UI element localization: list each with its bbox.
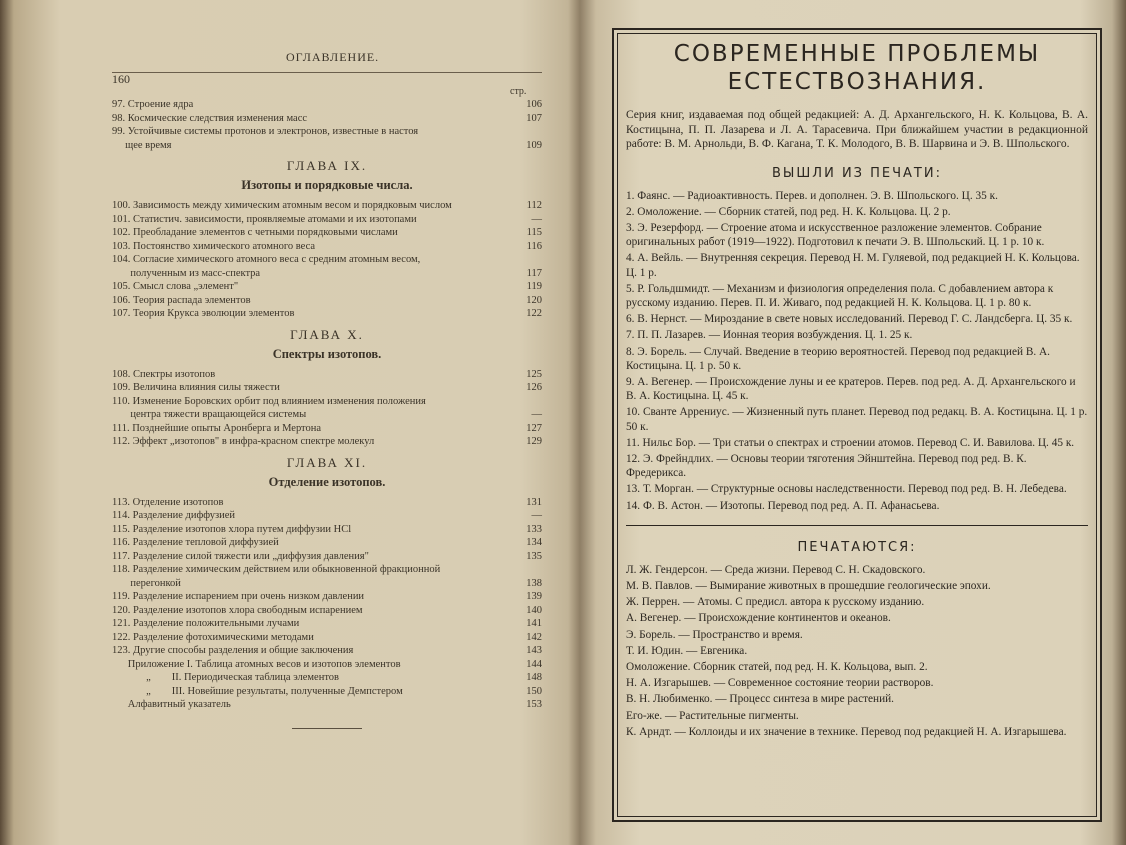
series-title-line-2: ЕСТЕСТВОЗНАНИЯ. — [727, 69, 987, 95]
toc-entry-title: Алфавитный указатель — [112, 699, 231, 710]
toc-entry-page: 148 — [526, 672, 542, 683]
toc-entry — [112, 98, 542, 112]
toc-entry-page: 125 — [526, 368, 542, 380]
toc-entry — [112, 563, 542, 577]
toc-entry-page: 106 — [526, 99, 542, 110]
published-book-entry: 5. Р. Гольдшмидт. — Механизм и физиология определения пола. С добавлением автора к русскому изданию. Перев. П. И. Живаго, под редакцией Н. К. Кольцова. Ц. 1 р. 80 к. — [626, 282, 1054, 309]
toc-entry-page: 144 — [526, 658, 542, 670]
left-page-contents — [112, 42, 542, 832]
published-book-entry: 10. Сванте Аррениус. — Жизненный путь планет. Перевод под редакц. В. А. Костицына. Ц. 1 р. 50 к. — [626, 406, 1088, 433]
toc-entry — [112, 408, 542, 422]
toc-entry-title: 116. Разделение тепловой диффузией — [112, 537, 279, 548]
toc-entry — [112, 294, 542, 308]
printing-heading: ПЕЧАТАЮТСЯ: — [797, 539, 917, 555]
toc-entry-page: 139 — [526, 591, 542, 602]
toc-entry — [112, 590, 542, 604]
forthcoming-book-entry: А. Вегенер. — Происхождение континентов и океанов. — [626, 612, 891, 625]
toc-entry — [112, 368, 542, 382]
toc-entry — [112, 422, 542, 436]
toc-entry-title: 118. Разделение химическим действием или обыкновенной фракционной — [112, 564, 441, 575]
toc-entry-page: 122 — [526, 308, 542, 319]
toc-entry-page: 115 — [526, 227, 542, 238]
chapter-title: Отделение изотопов. — [268, 474, 386, 489]
toc-entry-title: полученным из масс-спектра — [112, 267, 261, 279]
chapter-heading: ГЛАВА X. — [290, 326, 364, 342]
toc-entry-title: 112. Эффект „изотопов" в инфра-красном спектре молекул — [112, 436, 375, 447]
toc-entry-title: 120. Разделение изотопов хлора свободным испарением — [112, 604, 363, 616]
toc-entry-page: 140 — [526, 604, 542, 616]
toc-entry — [112, 550, 542, 564]
toc-entry — [112, 644, 542, 658]
published-book-entry: 2. Омоложение. — Сборник статей, под ред. Н. К. Кольцова. Ц. 2 р. — [626, 205, 951, 218]
toc-entry — [112, 112, 542, 126]
forthcoming-book-entry: Его-же. — Растительные пигменты. — [626, 709, 799, 722]
published-book-entry: 3. Э. Резерфорд. — Строение атома и искусственное разложение элементов. Собрание оригинальных работ (1919—1922). Подготовил к печати Э. В. Шпольский. Ц. 1 р. 10 к. — [626, 221, 1045, 249]
toc-entry-page: 143 — [526, 645, 542, 656]
toc-entry-title: 119. Разделение испарением при очень низком давлении — [112, 591, 365, 602]
toc-entry — [112, 685, 542, 699]
toc-entry-title: перегонкой — [112, 577, 181, 589]
series-title-line-1: СОВРЕМЕННЫЕ ПРОБЛЕМЫ — [673, 41, 1041, 67]
published-book-entry: 9. А. Вегенер. — Происхождение луны и ее кратеров. Перев. под ред. А. Д. Архангельского и В. А. Костицына. Ц. 45 к. — [626, 375, 1076, 403]
toc-entry-page: 129 — [526, 436, 542, 447]
toc-entry-page: 134 — [526, 537, 542, 548]
toc-entry-title: 107. Теория Крукса эволюции элементов — [112, 308, 295, 319]
toc-entry-title: 123. Другие способы разделения и общие заключения — [112, 645, 354, 656]
chapter-heading: ГЛАВА XI. — [286, 454, 368, 470]
published-list — [626, 189, 1088, 513]
page-number: 160 — [112, 72, 130, 86]
running-head: ОГЛАВЛЕНИЕ. — [286, 50, 380, 64]
toc-entry-title: 97. Строение ядра — [112, 99, 194, 110]
forthcoming-book-entry: Омоложение. Сборник статей, под ред. Н. К. Кольцова, вып. 2. — [626, 660, 928, 673]
toc-entry-page: 127 — [526, 422, 542, 434]
toc-entry — [112, 253, 542, 267]
toc-entry — [112, 280, 542, 294]
toc-entry — [112, 604, 542, 618]
published-heading: ВЫШЛИ ИЗ ПЕЧАТИ: — [772, 165, 942, 181]
toc-entry-page: 126 — [526, 382, 542, 393]
toc-entry-page: 150 — [526, 685, 542, 697]
toc-entry-page: 138 — [526, 577, 542, 589]
toc-entry — [112, 536, 542, 550]
toc-entry — [112, 213, 542, 227]
toc-entry-title: Приложение I. Таблица атомных весов и изотопов элементов — [112, 658, 401, 670]
toc-entry-page: 133 — [526, 523, 542, 535]
toc-entry-title: 109. Величина влияния силы тяжести — [112, 382, 280, 393]
toc-entry-title: 101. Статистич. зависимости, проявляемые атомами и их изотопами — [112, 213, 417, 225]
toc-entry-page: 131 — [526, 496, 542, 508]
toc-entry-title: 103. Постоянство химического атомного веса — [112, 240, 316, 252]
toc-entry-page: — — [531, 409, 542, 420]
forthcoming-book-entry: М. В. Павлов. — Вымирание животных в прошедшие геологические эпохи. — [626, 579, 991, 592]
forthcoming-book-entry: В. Н. Любименко. — Процесс синтеза в мире растений. — [626, 693, 894, 706]
toc-entry — [112, 139, 542, 153]
published-book-entry: 1. Фаянс. — Радиоактивность. Перев. и дополнен. Э. В. Шпольского. Ц. 35 к. — [626, 189, 998, 202]
toc-entry — [112, 617, 542, 631]
toc-entry — [112, 395, 542, 409]
toc-entry-title: 98. Космические следствия изменения масс — [112, 112, 308, 124]
toc-entry-page: 117 — [526, 267, 542, 279]
forthcoming-book-entry: Т. И. Юдин. — Евгеника. — [626, 644, 748, 657]
published-book-entry: 7. П. П. Лазарев. — Ионная теория возбуждения. Ц. 1. 25 к. — [626, 329, 913, 342]
toc-entry-title: 121. Разделение положительными лучами — [112, 618, 300, 629]
toc-entry — [112, 509, 542, 523]
toc-entry-page: 116 — [526, 240, 542, 252]
end-rule — [292, 728, 362, 729]
toc-entry-title: 100. Зависимость между химическим атомным весом и порядковым числом — [112, 200, 452, 211]
toc-entry — [112, 631, 542, 645]
chapter-heading: ГЛАВА IX. — [286, 158, 368, 173]
series-advertisement — [626, 40, 1088, 741]
toc-entry — [112, 125, 542, 139]
published-book-entry: 4. А. Вейль. — Внутренняя секреция. Перевод Н. М. Гуляевой, под редакцией Н. К. Кольцова. Ц. 1 р. — [626, 252, 1080, 279]
toc-entry-title: 122. Разделение фотохимическими методами — [112, 631, 314, 643]
toc-entry-page: — — [531, 213, 542, 225]
section-divider — [626, 525, 1088, 526]
toc-entry-page: 141 — [526, 618, 542, 629]
toc-entry — [112, 307, 542, 321]
toc-entry-page: 119 — [526, 281, 542, 292]
published-book-entry: 6. В. Нернст. — Мироздание в свете новых исследований. Перевод Г. С. Ландсберга. Ц. 35 к. — [626, 313, 1073, 326]
published-book-entry: 14. Ф. В. Астон. — Изотопы. Перевод под ред. А. П. Афанасьева. — [626, 499, 940, 512]
toc-entry-title: 99. Устойчивые системы протонов и электронов, известные в настоя — [112, 126, 419, 137]
toc-entry — [112, 240, 542, 254]
published-book-entry: 12. Э. Фрейндлих. — Основы теории тяготения Эйнштейна. Перевод под ред. В. К. Фредерикса. — [626, 452, 1027, 480]
printing-list — [626, 563, 1088, 739]
chapter-title: Спектры изотопов. — [272, 346, 382, 361]
toc-entry — [112, 671, 542, 685]
toc-entry — [112, 381, 542, 395]
toc-entry — [112, 267, 542, 281]
right-page-advert-frame — [612, 28, 1102, 822]
toc-entry — [112, 577, 542, 591]
toc-entry-title: 111. Позднейшие опыты Аронберга и Мертона — [112, 422, 322, 434]
forthcoming-book-entry: Ж. Перрен. — Атомы. С предисл. автора к русскому изданию. — [626, 596, 925, 609]
published-book-entry: 11. Нильс Бор. — Три статьи о спектрах и строении атомов. Перевод С. И. Вавилова. Ц. 45 к. — [626, 436, 1075, 449]
table-of-contents — [112, 98, 542, 729]
toc-entry — [112, 435, 542, 449]
toc-entry-page: 153 — [526, 699, 542, 710]
toc-entry-title: 114. Разделение диффузией — [112, 510, 236, 521]
toc-entry-title: 115. Разделение изотопов хлора путем диффузии HCl — [112, 523, 352, 535]
toc-entry — [112, 226, 542, 240]
toc-entry-title: 105. Смысл слова „элемент" — [112, 281, 239, 292]
toc-entry-title: центра тяжести вращающейся системы — [112, 409, 307, 420]
header-rule — [112, 72, 542, 73]
toc-entry-title: 102. Преобладание элементов с четными порядковыми числами — [112, 227, 398, 238]
forthcoming-book-entry: К. Арндт. — Коллоиды и их значение в технике. Перевод под редакцией Н. А. Изгарышева. — [626, 725, 1067, 738]
toc-entry-page: 112 — [526, 200, 542, 211]
chapter-title: Изотопы и порядковые числа. — [241, 178, 413, 192]
toc-entry — [112, 199, 542, 213]
toc-entry-page: 135 — [526, 550, 542, 562]
forthcoming-book-entry: Э. Борель. — Пространство и время. — [626, 628, 803, 641]
toc-entry — [112, 698, 542, 712]
toc-entry-title: щее время — [112, 139, 172, 151]
published-book-entry: 13. Т. Морган. — Структурные основы наследственности. Перевод под ред. В. Н. Лебедева. — [626, 483, 1067, 496]
toc-entry-title: 110. Изменение Боровских орбит под влиянием изменения положения — [112, 395, 426, 407]
toc-entry-page: — — [531, 510, 542, 521]
toc-entry-title: 113. Отделение изотопов — [112, 496, 224, 508]
left-page-header — [112, 42, 542, 86]
toc-entry-page: 120 — [526, 294, 542, 306]
toc-entry-page: 109 — [526, 139, 542, 151]
pages-column-label: стр. — [510, 86, 527, 97]
toc-entry-title: „ II. Периодическая таблица элементов — [112, 672, 339, 683]
forthcoming-book-entry: Л. Ж. Гендерсон. — Среда жизни. Перевод С. Н. Скадовского. — [626, 563, 926, 576]
toc-entry-title: „ III. Новейшие результаты, полученные Демпстером — [112, 685, 403, 697]
forthcoming-book-entry: Н. А. Изгарышев. — Современное состояние теории растворов. — [626, 677, 934, 690]
toc-entry-title: 108. Спектры изотопов — [112, 368, 216, 380]
toc-entry — [112, 523, 542, 537]
toc-entry — [112, 658, 542, 672]
published-book-entry: 8. Э. Борель. — Случай. Введение в теорию вероятностей. Перевод под редакцией В. А. Костицына. Ц. 1 р. 50 к. — [626, 345, 1051, 372]
toc-entry-page: 142 — [526, 631, 542, 643]
series-title — [626, 40, 1088, 96]
toc-entry-page: 107 — [526, 112, 542, 124]
toc-entry-title: 106. Теория распада элементов — [112, 294, 251, 306]
toc-entry — [112, 496, 542, 510]
toc-entry-title: 117. Разделение силой тяжести или „диффузия давления" — [112, 550, 369, 562]
toc-entry-title: 104. Согласие химического атомного веса с средним атомным весом, — [112, 254, 421, 265]
series-intro: Серия книг, издаваемая под общей редакцией: А. Д. Архангельского, Н. К. Кольцова, В. А. Костицына, П. П. Лазарева и Л. А. Тарасевича. При ближайшем участии в редакционной работе: В. М. Арнольди, В. Ф. Кагана, Т. К. Молодого, В. В. Шарвина и Э. В. Шпольского. — [626, 109, 1088, 150]
